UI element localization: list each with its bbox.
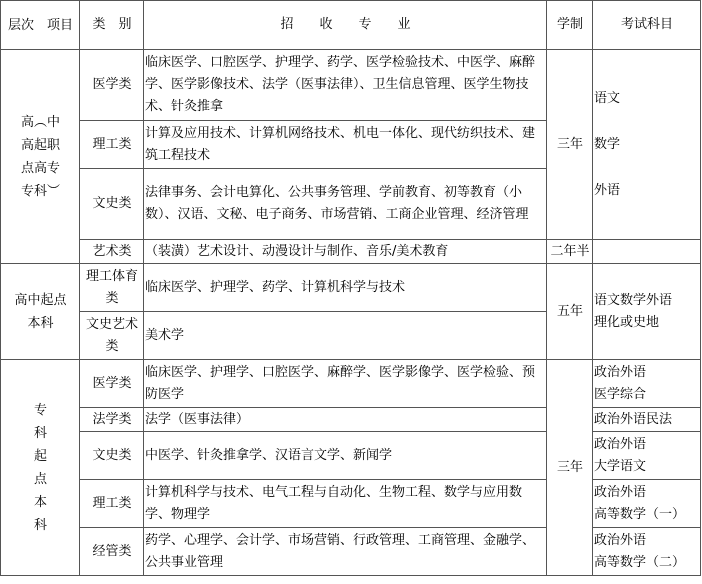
table-row — [1, 240, 701, 264]
header-duration: 学制 — [547, 1, 593, 50]
majors-cell: 临床医学、护理学、药学、计算机科学与技术 — [144, 264, 547, 312]
duration-cell: 三年 — [547, 50, 593, 240]
table-row — [1, 264, 701, 312]
category-cell: 医学类 — [80, 360, 144, 408]
level-cell: 高中起点本科 — [1, 264, 80, 360]
category-cell: 文史艺术类 — [80, 312, 144, 360]
exam-line: 高等数学（一） — [594, 506, 686, 522]
majors-cell: 美术学 — [144, 312, 547, 360]
majors-cell: 药学、心理学、会计学、市场营销、行政管理、工商管理、金融学、公共事业管理 — [144, 528, 547, 576]
exam-cell — [593, 480, 701, 528]
majors-cell: （装潢）艺术设计、动漫设计与制作、音乐/美术教育 — [144, 240, 547, 264]
table-row — [1, 528, 701, 576]
exam-cell-empty — [593, 240, 701, 264]
majors-cell: 计算及应用技术、计算机网络技术、机电一体化、现代纺织技术、建筑工程技术 — [144, 121, 547, 169]
category-cell: 理工类 — [80, 121, 144, 169]
category-cell: 理工类 — [80, 480, 144, 528]
exam-cell — [593, 360, 701, 408]
majors-cell: 法律事务、会计电算化、公共事务管理、学前教育、初等教育（小数）、汉语、文秘、电子商务、市场营销、工商企业管理、经济管理 — [144, 169, 547, 240]
majors-cell: 法学（医事法律） — [144, 408, 547, 432]
table-header-row — [1, 1, 701, 50]
majors-cell: 临床医学、护理学、口腔医学、麻醉学、医学影像学、医学检验、预防医学 — [144, 360, 547, 408]
table-row — [1, 408, 701, 432]
category-cell: 文史类 — [80, 169, 144, 240]
exam-cell — [593, 528, 701, 576]
exam-line: 语文数学外语 — [594, 292, 673, 308]
exam-line: 政治外语 — [594, 532, 647, 548]
header-exam: 考试科目 — [593, 1, 701, 50]
exam-line: 数学 — [594, 136, 621, 152]
category-cell: 法学类 — [80, 408, 144, 432]
exam-line: 高等数学（二） — [594, 554, 686, 570]
majors-cell: 中医学、针灸推拿学、汉语言文学、新闻学 — [144, 432, 547, 480]
table-row — [1, 360, 701, 408]
duration-cell: 五年 — [547, 264, 593, 360]
header-majors: 招 收 专 业 — [144, 1, 547, 50]
majors-cell: 临床医学、口腔医学、护理学、药学、医学检验技术、中医学、麻醉学、医学影像技术、法学（医事法律）、卫生信息管理、医学生物技术、针灸推拿 — [144, 50, 547, 121]
level-cell: 专科起点本科 — [1, 360, 80, 576]
category-cell: 艺术类 — [80, 240, 144, 264]
header-level: 层次 项目 — [1, 1, 80, 50]
exam-cell — [593, 264, 701, 360]
category-cell: 理工体育类 — [80, 264, 144, 312]
majors-cell: 计算机科学与技术、电气工程与自动化、生物工程、数学与应用数学、物理学 — [144, 480, 547, 528]
exam-line: 医学综合 — [594, 386, 647, 402]
exam-line: 政治外语 — [594, 484, 647, 500]
table-row — [1, 480, 701, 528]
exam-cell — [593, 50, 701, 240]
exam-cell — [593, 408, 701, 432]
exam-line: 政治外语 — [594, 436, 647, 452]
category-cell: 经管类 — [80, 528, 144, 576]
duration-cell: 三年 — [547, 360, 593, 576]
table-row — [1, 50, 701, 121]
exam-line: 大学语文 — [594, 458, 647, 474]
category-cell: 医学类 — [80, 50, 144, 121]
exam-line: 外语 — [594, 182, 621, 198]
table-row — [1, 432, 701, 480]
exam-line: 政治外语 — [594, 364, 647, 380]
exam-cell — [593, 432, 701, 480]
exam-line: 理化或史地 — [594, 314, 660, 330]
exam-line: 政治外语民法 — [594, 411, 673, 427]
level-cell: 高︵中高起职点高专专科︶ — [1, 50, 80, 264]
exam-line: 语文 — [594, 90, 621, 106]
duration-cell: 二年半 — [547, 240, 593, 264]
category-cell: 文史类 — [80, 432, 144, 480]
header-category: 类 别 — [80, 1, 144, 50]
